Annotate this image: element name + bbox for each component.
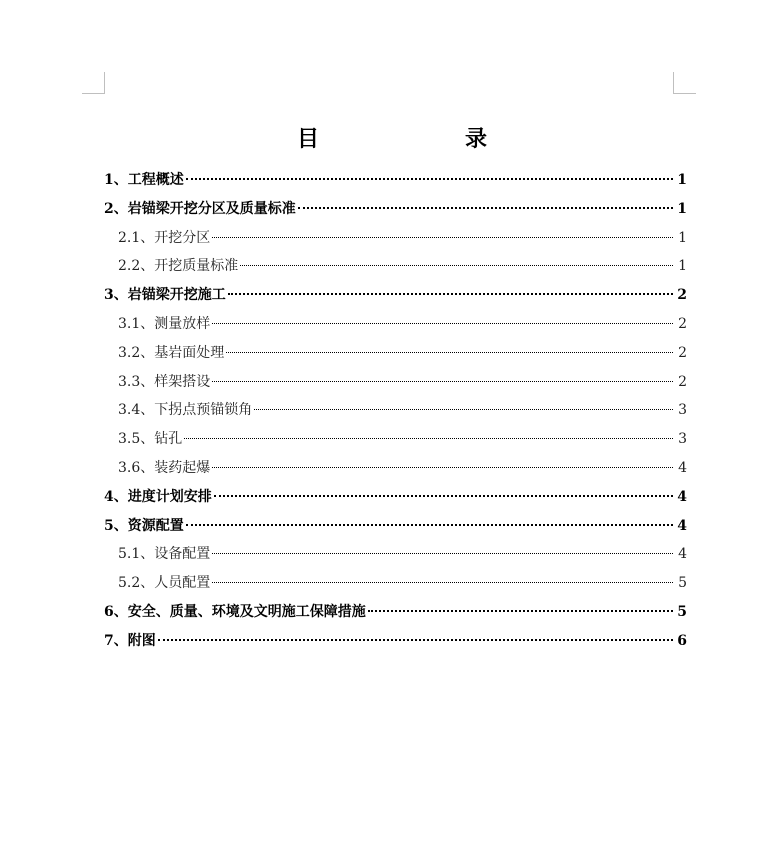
- toc-entry[interactable]: [104, 454, 687, 483]
- toc-entry-page-number: 4: [677, 517, 687, 534]
- toc-entry-text: 5.1、设备配置: [118, 546, 211, 563]
- page-corner-mark-top-left: [82, 72, 105, 94]
- toc-entry[interactable]: [104, 396, 687, 425]
- toc-entry-text: 3、岩锚梁开挖施工: [104, 287, 226, 304]
- toc-leader-dots: [368, 610, 673, 612]
- toc-entry-page-number: 6: [677, 632, 687, 649]
- page-corner-mark-top-right: [673, 72, 696, 94]
- toc-entry-page-number: 3: [678, 431, 687, 448]
- toc-entry-page-number: 2: [678, 373, 687, 390]
- toc-entry[interactable]: [104, 627, 687, 656]
- toc-title: 目 录: [296, 126, 549, 152]
- toc-entry[interactable]: [104, 166, 687, 195]
- toc-leader-dots: [240, 265, 673, 266]
- toc-leader-dots: [212, 323, 673, 324]
- toc-entry-page-number: 3: [678, 402, 687, 419]
- toc-leader-dots: [186, 524, 673, 526]
- toc-entry-page-number: 1: [677, 172, 687, 188]
- toc-leader-dots: [212, 582, 673, 583]
- toc-entry-page-number: 1: [677, 200, 687, 217]
- toc-entry[interactable]: [104, 569, 687, 598]
- toc-entry[interactable]: [104, 310, 687, 339]
- toc-entry[interactable]: [104, 339, 687, 368]
- toc-entry[interactable]: [104, 195, 687, 224]
- toc-entry-page-number: 2: [678, 344, 687, 361]
- toc-entry[interactable]: [104, 540, 687, 569]
- toc-entry-text: 7、附图: [104, 632, 156, 649]
- toc-entry-page-number: 1: [678, 258, 687, 275]
- toc-leader-dots: [228, 293, 673, 295]
- toc-entry-text: 4、进度计划安排: [104, 488, 212, 505]
- toc-entry-text: 5、资源配置: [104, 517, 184, 534]
- toc-entry[interactable]: [104, 252, 687, 281]
- table-of-contents: [104, 166, 687, 656]
- toc-entry-text: 1、工程概述: [104, 172, 184, 188]
- toc-entry-page-number: 2: [677, 287, 687, 304]
- toc-entry-text: 6、安全、质量、环境及文明施工保障措施: [104, 603, 366, 620]
- toc-leader-dots: [212, 467, 673, 468]
- toc-leader-dots: [226, 352, 673, 353]
- toc-entry[interactable]: [104, 512, 687, 541]
- toc-leader-dots: [212, 381, 673, 382]
- toc-entry-text: 3.5、钻孔: [118, 431, 183, 448]
- toc-entry[interactable]: [104, 281, 687, 310]
- toc-entry-text: 3.1、测量放样: [118, 315, 211, 332]
- toc-entry[interactable]: [104, 598, 687, 627]
- toc-entry[interactable]: [104, 224, 687, 253]
- toc-entry-text: 2.2、开挖质量标准: [118, 258, 239, 275]
- toc-entry-text: 3.6、装药起爆: [118, 459, 211, 476]
- toc-entry-text: 3.2、基岩面处理: [118, 344, 225, 361]
- toc-entry[interactable]: [104, 368, 687, 397]
- toc-leader-dots: [298, 207, 673, 209]
- toc-leader-dots: [184, 438, 673, 439]
- toc-entry-page-number: 5: [677, 603, 687, 620]
- toc-leader-dots: [212, 553, 673, 554]
- toc-entry[interactable]: [104, 425, 687, 454]
- toc-entry-text: 2.1、开挖分区: [118, 229, 211, 246]
- toc-entry-text: 3.3、样架搭设: [118, 373, 211, 390]
- toc-entry-page-number: 2: [678, 315, 687, 332]
- toc-entry-text: 2、岩锚梁开挖分区及质量标准: [104, 200, 296, 217]
- toc-entry-text: 3.4、下拐点预锚锁角: [118, 402, 253, 419]
- toc-leader-dots: [254, 409, 673, 410]
- toc-entry-page-number: 5: [678, 575, 687, 592]
- toc-leader-dots: [212, 237, 673, 238]
- toc-entry-page-number: 4: [678, 546, 687, 563]
- toc-entry[interactable]: [104, 483, 687, 512]
- toc-entry-page-number: 1: [678, 229, 687, 246]
- toc-entry-page-number: 4: [678, 459, 687, 476]
- toc-entry-text: 5.2、人员配置: [118, 575, 211, 592]
- toc-leader-dots: [186, 178, 673, 180]
- toc-leader-dots: [158, 639, 673, 641]
- toc-entry-page-number: 4: [677, 488, 687, 505]
- toc-leader-dots: [214, 495, 673, 497]
